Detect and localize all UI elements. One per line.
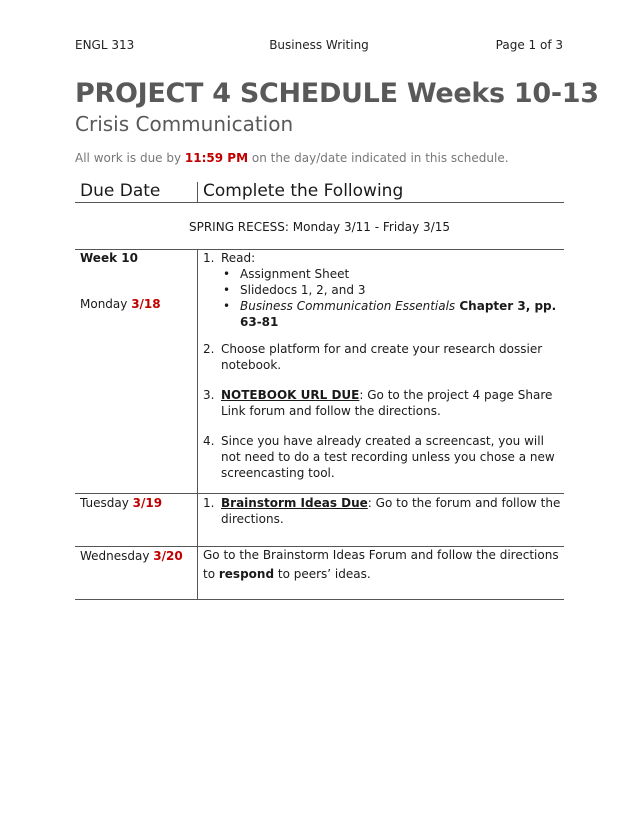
bullet-icon: • xyxy=(223,283,231,297)
deadline-label: NOTEBOOK URL DUE xyxy=(221,388,360,402)
header-column-divider xyxy=(197,182,198,202)
book-chapter: Chapter 3, pp. 63-81 xyxy=(240,299,557,329)
header-subject: Business Writing xyxy=(269,38,369,52)
day-date: 3/20 xyxy=(153,549,183,563)
row-divider-1 xyxy=(75,493,564,494)
task-item-notebook-url xyxy=(203,387,561,419)
respond-text-before: Go to the Brainstorm Ideas Forum and follow the directions to xyxy=(203,548,559,581)
task-item-respond xyxy=(203,546,561,584)
item-text: Read: xyxy=(221,251,256,265)
column-header-due-date: Due Date xyxy=(80,181,161,201)
respond-text-after: to peers’ ideas. xyxy=(274,567,371,581)
table-bottom-rule xyxy=(75,599,564,600)
item-number: 2. xyxy=(203,342,215,356)
item-number: 1. xyxy=(203,496,215,510)
table-column-divider xyxy=(197,249,198,600)
row-date-monday xyxy=(80,297,161,311)
reading-list xyxy=(203,266,561,330)
row-date-tuesday xyxy=(80,496,162,510)
day-date: 3/19 xyxy=(132,496,163,510)
header-rule xyxy=(75,202,564,203)
item-number: 4. xyxy=(203,434,215,448)
intro-before: All work is due by xyxy=(75,151,185,165)
item-text-rest: : Go to the forum and follow the directions. xyxy=(221,496,561,526)
item-text xyxy=(221,387,561,419)
item-text-rest: : Go to the project 4 page Share Link forum and follow the directions. xyxy=(221,388,553,418)
respond-keyword: respond xyxy=(218,567,275,581)
week-label: Week 10 xyxy=(80,251,138,265)
task-item-read xyxy=(203,250,561,330)
task-item-notebook xyxy=(203,341,561,373)
day-name: Wednesday xyxy=(80,549,154,563)
item-text: Choose platform for and create your research dossier notebook. xyxy=(221,342,543,372)
due-time: 11:59 PM xyxy=(184,151,249,165)
deadline-label: Brainstorm Ideas Due xyxy=(221,496,368,510)
header-course: ENGL 313 xyxy=(75,38,135,52)
page-title xyxy=(75,78,599,109)
bullet-icon: • xyxy=(223,267,231,281)
row-date-wednesday xyxy=(80,549,183,563)
bullet-icon: • xyxy=(223,299,231,313)
item-text xyxy=(221,495,561,527)
day-name: Tuesday xyxy=(80,496,133,510)
title-weeks: Weeks 10-13 xyxy=(406,78,599,109)
reading-item xyxy=(203,298,561,330)
item-text: Since you have already created a screencast, you will not need to do a test recording unless you chose a new screencasting tool. xyxy=(221,434,555,480)
day-name: Monday xyxy=(80,297,132,311)
day-date: 3/18 xyxy=(131,297,161,311)
reading-item xyxy=(203,266,561,282)
header-page-number: Page 1 of 3 xyxy=(495,38,563,52)
due-time-note xyxy=(75,151,509,165)
reading-item-text: Slidedocs 1, 2, and 3 xyxy=(240,283,366,297)
title-main: PROJECT 4 SCHEDULE xyxy=(75,78,398,109)
reading-item xyxy=(203,282,561,298)
item-number: 1. xyxy=(203,251,215,265)
book-title: Business Communication Essentials xyxy=(240,299,456,313)
page-subtitle: Crisis Communication xyxy=(75,112,294,136)
intro-after: on the day/date indicated in this schedule. xyxy=(248,151,509,165)
task-item-brainstorm xyxy=(203,495,561,527)
task-item-screencast xyxy=(203,433,561,481)
item-number: 3. xyxy=(203,388,215,402)
spring-recess-note: SPRING RECESS: Monday 3/11 - Friday 3/15 xyxy=(188,220,451,234)
reading-item-text: Assignment Sheet xyxy=(240,267,350,281)
column-header-tasks: Complete the Following xyxy=(203,181,404,201)
